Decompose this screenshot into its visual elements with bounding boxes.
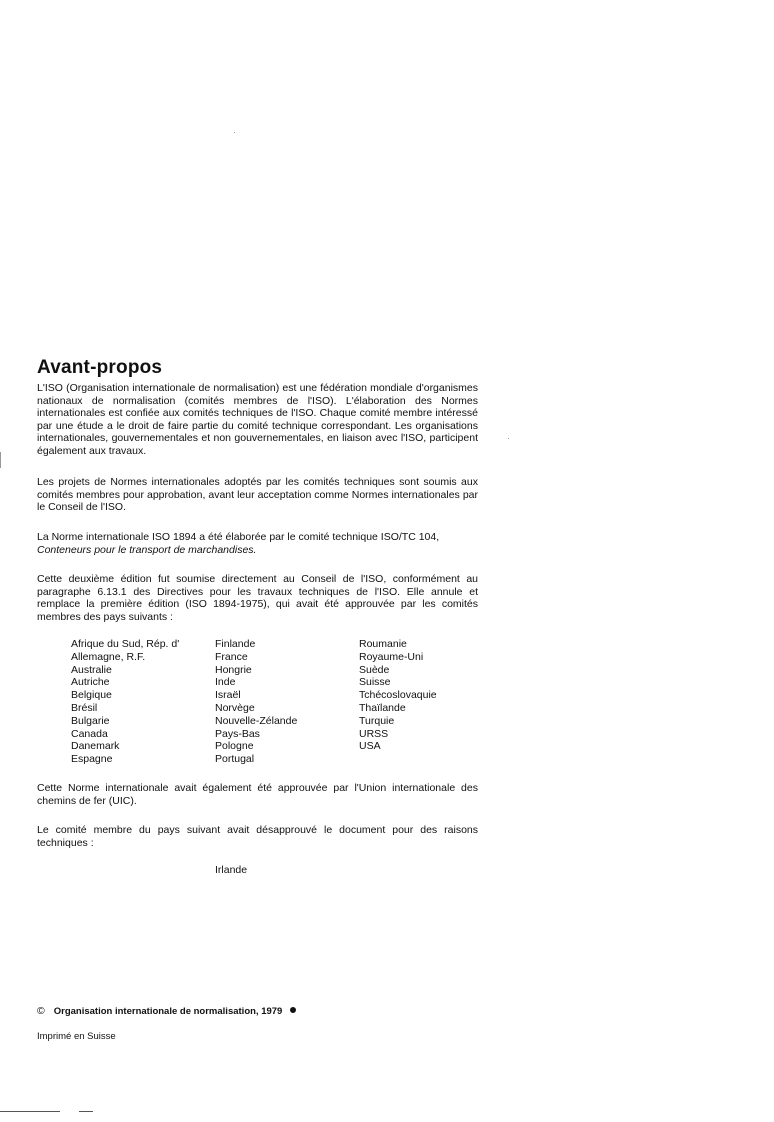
country-item: Autriche	[71, 676, 110, 689]
paragraph-edition: Cette deuxième édition fut soumise directement au Conseil de l'ISO, conformément au paragraphe 6.13.1 des Directives pour les travaux techniques de l'ISO. Elle annule et remplace la première édition (ISO 1894-1975), qui avait été approuvée par les comités membres des pays suivants :	[37, 573, 478, 623]
scan-artifact-line	[79, 1111, 93, 1112]
page-title: Avant-propos	[37, 357, 163, 378]
paragraph-uic-approval: Cette Norme internationale avait également été approuvée par l'Union internationale des chemins de fer (UIC).	[37, 782, 478, 807]
country-item: Hongrie	[215, 663, 252, 676]
country-item: Israël	[215, 689, 241, 702]
country-item: France	[215, 650, 248, 663]
country-item: Espagne	[71, 753, 113, 766]
country-item: Brésil	[71, 701, 98, 714]
countries-column-3	[359, 638, 437, 753]
disapproving-country: Irlande	[215, 864, 248, 876]
scan-artifact-line	[0, 1111, 60, 1112]
paragraph-drafts: Les projets de Normes internationales adoptés par les comités techniques sont soumis aux comités membres pour approbation, avant leur acceptation comme Normes internationales par le Conseil de l'ISO.	[37, 476, 478, 514]
country-item: Belgique	[71, 689, 112, 702]
country-item: Afrique du Sud, Rép. d'	[71, 638, 180, 650]
scan-artifact-speck	[508, 438, 509, 439]
copyright-text: Organisation internationale de normalisation, 1979	[53, 1006, 283, 1017]
country-item: URSS	[359, 727, 389, 740]
standard-origin-line: La Norme internationale ISO 1894 a été élaborée par le comité technique ISO/TC 104,	[37, 531, 440, 543]
country-item: Tchécoslovaquie	[359, 689, 437, 702]
country-item: Portugal	[215, 753, 255, 766]
country-item: Roumanie	[359, 638, 407, 650]
country-item: Danemark	[71, 740, 120, 753]
country-item: Norvège	[215, 701, 255, 714]
country-item: Pays-Bas	[215, 727, 260, 740]
country-item: Turquie	[359, 714, 395, 727]
country-item: Australie	[71, 663, 112, 676]
country-item: Suède	[359, 663, 390, 676]
country-item: Inde	[215, 676, 236, 689]
country-item: Royaume-Uni	[359, 650, 424, 663]
country-item: Pologne	[215, 740, 254, 753]
country-item: Canada	[71, 727, 108, 740]
copyright-notice	[37, 1005, 296, 1017]
copyright-icon: ©	[37, 1005, 45, 1017]
scan-artifact-speck	[234, 132, 235, 133]
country-item: Allemagne, R.F.	[71, 650, 146, 663]
technical-committee-title: Conteneurs pour le transport de marchandises.	[37, 543, 257, 556]
countries-column-1	[71, 638, 179, 766]
country-item: Bulgarie	[71, 714, 110, 727]
paragraph-disapproval: Le comité membre du pays suivant avait désapprouvé le document pour des raisons techniques :	[37, 824, 478, 849]
paragraph-standard-origin	[37, 531, 478, 556]
bullet-icon	[290, 1007, 296, 1013]
scan-artifact-speck	[0, 452, 1, 468]
printed-in-notice: Imprimé en Suisse	[37, 1031, 116, 1042]
country-item: Finlande	[215, 638, 256, 650]
country-item: Thaïlande	[359, 701, 406, 714]
paragraph-intro: L'ISO (Organisation internationale de normalisation) est une fédération mondiale d'organismes nationaux de normalisation (comités membres de l'ISO). L'élaboration des Normes internationales est confiée aux comités techniques de l'ISO. Chaque comité membre intéressé par une étude a le droit de faire partie du comité technique correspondant. Les organisations internationales, gouvernementales et non gouvernementales, en liaison avec l'ISO, participent également aux travaux.	[37, 382, 478, 457]
country-item: USA	[359, 740, 381, 753]
country-item: Nouvelle-Zélande	[215, 714, 298, 727]
country-item: Suisse	[359, 676, 391, 689]
countries-column-2	[215, 638, 297, 766]
